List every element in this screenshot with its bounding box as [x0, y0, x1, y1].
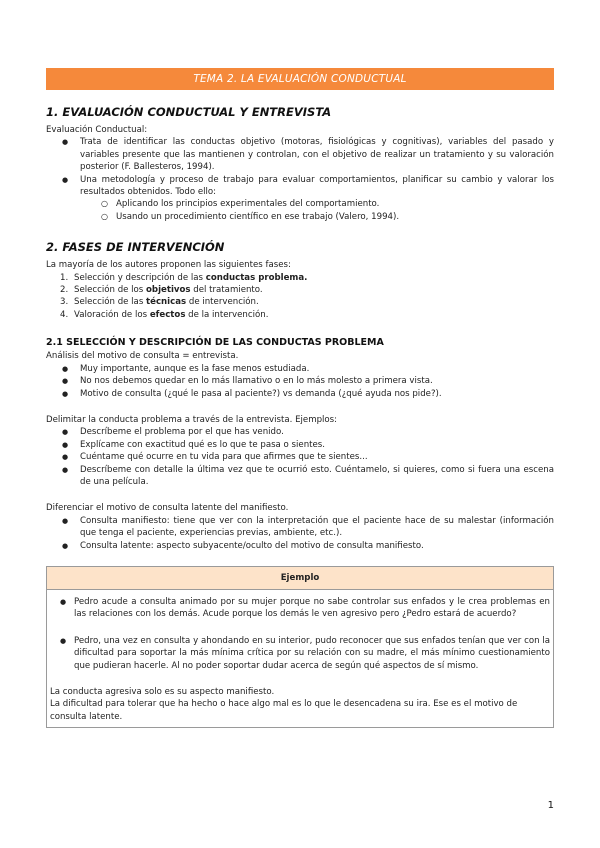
list-item: ● Trata de identificar las conductas objetivo (motoras, fisiológicas y cognitivas), variables del pasado y variables presente que las mantienen y controlan, con el objetivo de realizar un tratamiento y su valoración posterior (F. Ballesteros, 1994). [46, 136, 554, 173]
list-item: ● Descríbeme el problema por el que has venido. [46, 426, 554, 438]
section-1-title: 1. EVALUACIÓN CONDUCTUAL Y ENTREVISTA [46, 105, 332, 119]
list-item: ○ Usando un procedimiento científico en ese trabajo (Valero, 1994). [46, 211, 554, 223]
list-item: ● Explícame con exactitud qué es lo que te pasa o sientes. [46, 439, 554, 451]
list-item: ● Una metodología y proceso de trabajo para evaluar comportamientos, planificar su cambio y valorar los resultados obtenidos. Todo ello: [46, 174, 554, 199]
example-box [46, 566, 554, 728]
list-item: ○ Aplicando los principios experimentales del comportamiento. [46, 198, 554, 210]
phase-item: 1. Selección y descripción de las conductas problema. [60, 272, 308, 283]
list-item: ● Cuéntame qué ocurre en tu vida para que afirmes que te sientes... [46, 451, 554, 463]
example-line-2: La dificultad para tolerar que ha hecho o hace algo mal es lo que le desencadena su ira. Ese es el motivo de consulta latente. [50, 699, 518, 722]
section-2-title: 2. FASES DE INTERVENCIÓN [46, 240, 225, 255]
example-bullets [50, 596, 550, 672]
phase-item: 3. Selección de las técnicas de intervención. [60, 297, 259, 308]
section-1-intro: Evaluación Conductual: [46, 125, 148, 135]
phase-item: 2. Selección de los objetivos del tratamiento. [60, 285, 263, 296]
example-box-title: Ejemplo [47, 567, 553, 590]
list-item: ● Consulta manifiesto: tiene que ver con la interpretación que el paciente hace de su malestar (información que tenga el paciente, experiencias previas, ambiente, etc.). [46, 515, 554, 540]
list-item: ● No nos debemos quedar en lo más llamativo o en lo más molesto a primera vista. [46, 375, 554, 387]
section-2-intro: La mayoría de los autores proponen las siguientes fases: [46, 260, 291, 271]
document-page [46, 68, 554, 728]
section-2-1-intro: Análisis del motivo de consulta = entrevista. [46, 351, 239, 362]
list-item: ● Muy importante, aunque es la fase menos estudiada. [46, 363, 554, 375]
phases-list [46, 272, 554, 322]
list-item: ● Motivo de consulta (¿qué le pasa al paciente?) vs demanda (¿qué ayuda nos pide?). [46, 388, 554, 400]
page-number: 1 [547, 800, 554, 811]
examples-bullets [46, 426, 554, 488]
section-1-sublist [46, 198, 554, 223]
section-2-1-bullets [46, 363, 554, 400]
list-item: ● Consulta latente: aspecto subyacente/oculto del motivo de consulta manifiesto. [46, 540, 554, 552]
latent-bullets [46, 515, 554, 552]
latent-intro: Diferenciar el motivo de consulta latente del manifiesto. [46, 503, 289, 514]
list-item: ● Pedro acude a consulta animado por su mujer porque no sabe controlar sus enfados y le crea problemas en las relaciones con los demás. Acude porque los demás le ven agresivo pero ¿Pedro estará de acuerdo? [50, 596, 550, 621]
phase-item: 4. Valoración de los efectos de la intervención. [60, 309, 269, 320]
section-1-bullets [46, 136, 554, 198]
examples-intro: Delimitar la conducta problema a través de la entrevista. Ejemplos: [46, 414, 338, 425]
example-line-1: La conducta agresiva solo es su aspecto manifiesto. [50, 687, 275, 697]
list-item: ● Pedro, una vez en consulta y ahondando en su interior, pudo reconocer que sus enfados tenían que ver con la dificultad para soportar la más mínima crítica por su relación con su madre, el más mínimo cuestionamiento que pudieran hacerle. Al no poder soportar dudar acerca de según qué aspectos de sí mismo. [50, 635, 550, 672]
list-item: ● Descríbeme con detalle la última vez que te ocurrió esto. Cuéntamelo, si quieres, como si fuera una escena de una película. [46, 464, 554, 489]
section-2-1-title: 2.1 SELECCIÓN Y DESCRIPCIÓN DE LAS CONDUCTAS PROBLEMA [46, 337, 384, 349]
chapter-banner: TEMA 2. LA EVALUACIÓN CONDUCTUAL [46, 68, 554, 90]
example-box-body [47, 590, 553, 727]
